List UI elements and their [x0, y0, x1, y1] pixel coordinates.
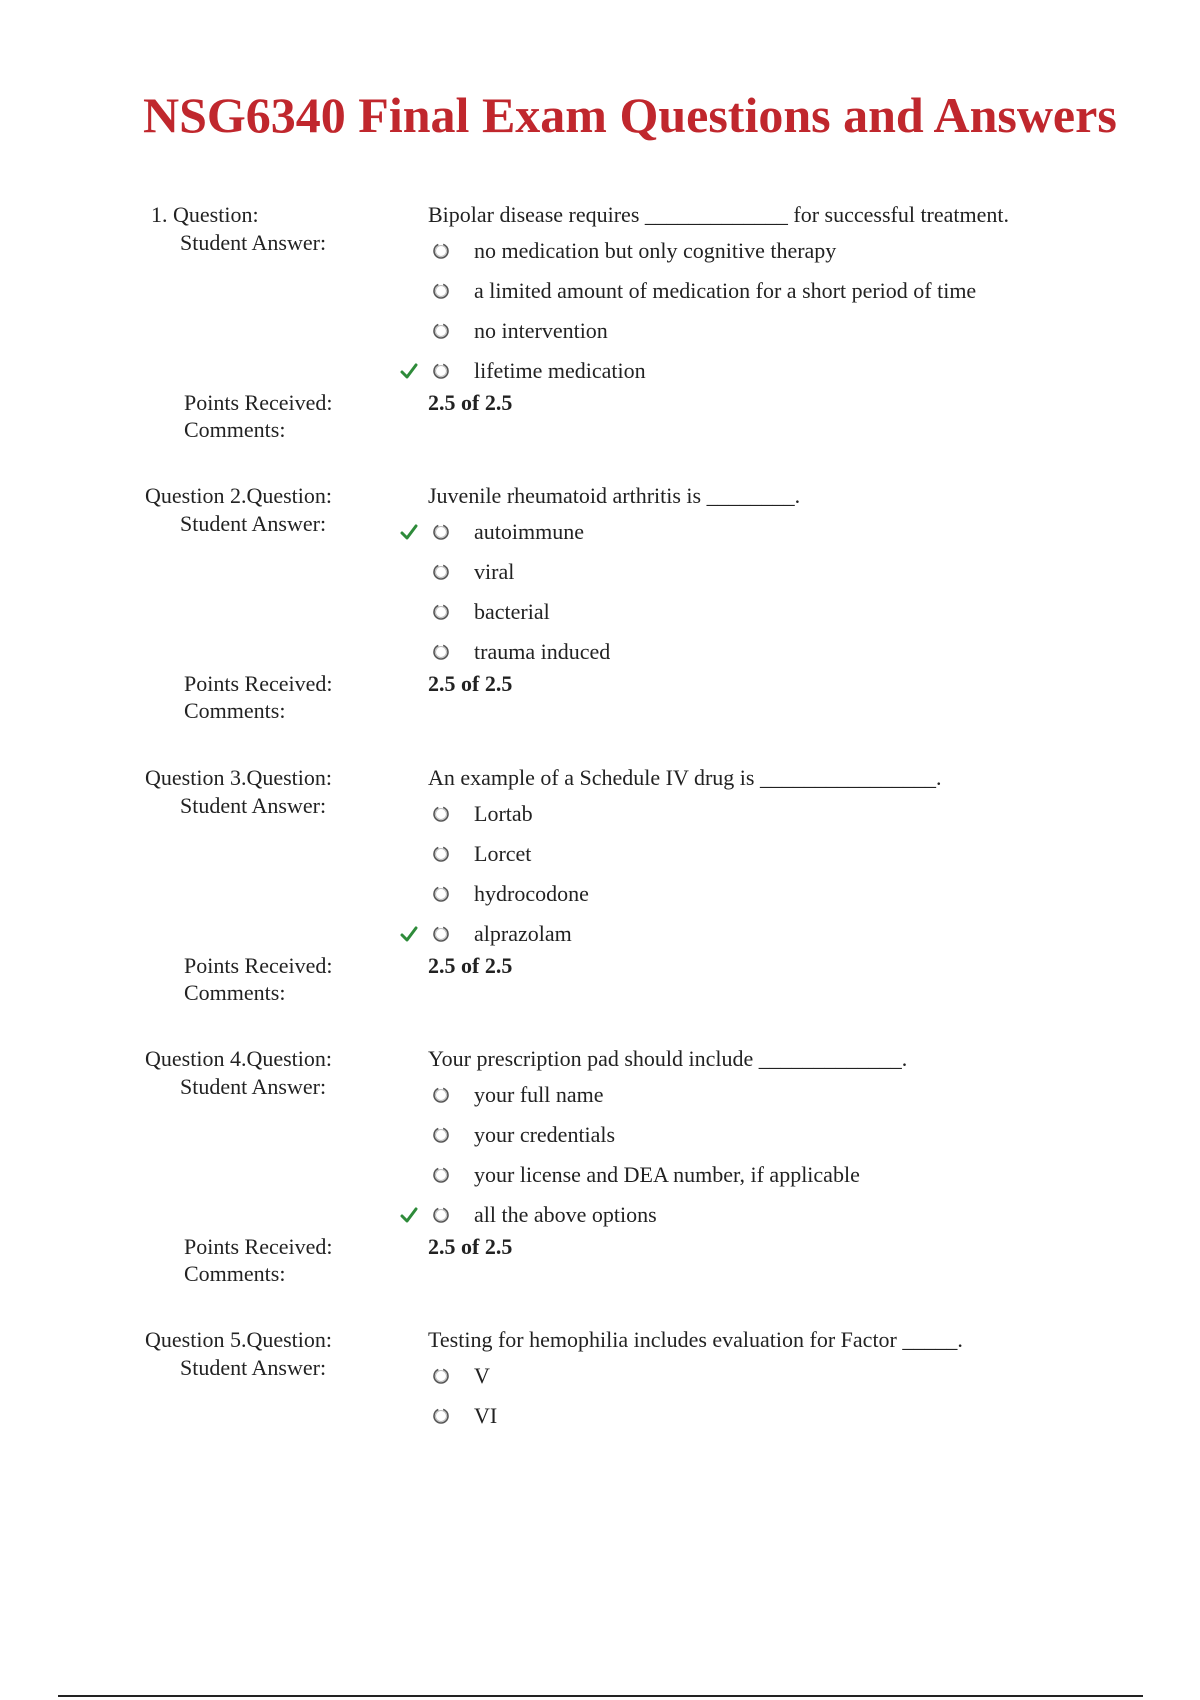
option-text: VI: [474, 1403, 498, 1428]
option-text: alprazolam: [474, 921, 572, 946]
page-title: NSG6340 Final Exam Questions and Answers: [143, 87, 1117, 143]
radio-icon[interactable]: [430, 641, 452, 663]
answer-option[interactable]: [398, 797, 1098, 827]
option-text: a limited amount of medication for a short period of time: [474, 278, 977, 303]
answer-option[interactable]: [398, 1359, 1098, 1389]
student-answer-label: Student Answer:: [180, 511, 327, 536]
option-text: lifetime medication: [474, 358, 646, 383]
correct-check-icon: [398, 923, 420, 945]
radio-icon[interactable]: [430, 1164, 452, 1186]
correct-check-icon: [398, 360, 420, 382]
answer-option[interactable]: [398, 555, 1098, 585]
student-answer-label: Student Answer:: [180, 793, 327, 818]
student-answer-label: Student Answer:: [180, 230, 327, 255]
option-text: no medication but only cognitive therapy: [474, 238, 837, 263]
question-text: An example of a Schedule IV drug is ________________.: [428, 765, 942, 790]
answer-option[interactable]: [398, 1078, 1098, 1108]
question-label: Question 3.Question:: [145, 765, 332, 790]
question-text: Juvenile rheumatoid arthritis is ________.: [428, 483, 801, 508]
answer-option[interactable]: [398, 1118, 1098, 1148]
radio-icon[interactable]: [430, 1084, 452, 1106]
option-text: your license and DEA number, if applicable: [474, 1162, 860, 1187]
option-text: autoimmune: [474, 519, 584, 544]
answer-option[interactable]: [398, 354, 1098, 384]
comments-label: Comments:: [184, 980, 286, 1005]
radio-icon[interactable]: [430, 883, 452, 905]
radio-icon[interactable]: [430, 843, 452, 865]
answer-option[interactable]: [398, 595, 1098, 625]
radio-icon[interactable]: [430, 320, 452, 342]
answer-option[interactable]: [398, 635, 1098, 665]
answer-option[interactable]: [398, 877, 1098, 907]
radio-icon[interactable]: [430, 1405, 452, 1427]
radio-icon[interactable]: [430, 1204, 452, 1226]
points-received-label: Points Received:: [184, 671, 333, 696]
answer-option[interactable]: [398, 515, 1098, 545]
option-text: Lortab: [474, 801, 533, 826]
question-label: Question 2.Question:: [145, 483, 332, 508]
correct-check-icon: [398, 521, 420, 543]
option-text: V: [474, 1363, 490, 1388]
correct-check-icon: [398, 1204, 420, 1226]
radio-icon[interactable]: [430, 360, 452, 382]
student-answer-label: Student Answer:: [180, 1355, 327, 1380]
comments-label: Comments:: [184, 417, 286, 442]
answer-option[interactable]: [398, 837, 1098, 867]
radio-icon[interactable]: [430, 280, 452, 302]
option-text: viral: [474, 559, 515, 584]
points-value: 2.5 of 2.5: [428, 1234, 513, 1259]
option-text: Lorcet: [474, 841, 532, 866]
radio-icon[interactable]: [430, 521, 452, 543]
option-text: all the above options: [474, 1202, 657, 1227]
question-text: Testing for hemophilia includes evaluation for Factor _____.: [428, 1327, 963, 1352]
answer-option[interactable]: [398, 274, 1098, 304]
option-text: your full name: [474, 1082, 604, 1107]
points-value: 2.5 of 2.5: [428, 953, 513, 978]
question-label: 1. Question:: [151, 202, 259, 227]
points-value: 2.5 of 2.5: [428, 390, 513, 415]
option-text: bacterial: [474, 599, 550, 624]
answer-option[interactable]: [398, 314, 1098, 344]
radio-icon[interactable]: [430, 803, 452, 825]
option-text: hydrocodone: [474, 881, 589, 906]
radio-icon[interactable]: [430, 240, 452, 262]
answer-option[interactable]: [398, 1158, 1098, 1188]
comments-label: Comments:: [184, 698, 286, 723]
question-text: Bipolar disease requires _____________ for successful treatment.: [428, 202, 1010, 227]
radio-icon[interactable]: [430, 1365, 452, 1387]
radio-icon[interactable]: [430, 1124, 452, 1146]
footer-rule: [58, 1695, 1143, 1697]
student-answer-label: Student Answer:: [180, 1074, 327, 1099]
radio-icon[interactable]: [430, 923, 452, 945]
points-value: 2.5 of 2.5: [428, 671, 513, 696]
points-received-label: Points Received:: [184, 390, 333, 415]
option-text: your credentials: [474, 1122, 616, 1147]
points-received-label: Points Received:: [184, 1234, 333, 1259]
option-text: trauma induced: [474, 639, 611, 664]
question-text: Your prescription pad should include _____________.: [428, 1046, 908, 1071]
answer-option[interactable]: [398, 234, 1098, 264]
option-text: no intervention: [474, 318, 608, 343]
question-label: Question 4.Question:: [145, 1046, 332, 1071]
answer-option[interactable]: [398, 917, 1098, 947]
answer-option[interactable]: [398, 1198, 1098, 1228]
question-label: Question 5.Question:: [145, 1327, 332, 1352]
comments-label: Comments:: [184, 1261, 286, 1286]
radio-icon[interactable]: [430, 601, 452, 623]
answer-option[interactable]: [398, 1399, 1098, 1429]
points-received-label: Points Received:: [184, 953, 333, 978]
radio-icon[interactable]: [430, 561, 452, 583]
